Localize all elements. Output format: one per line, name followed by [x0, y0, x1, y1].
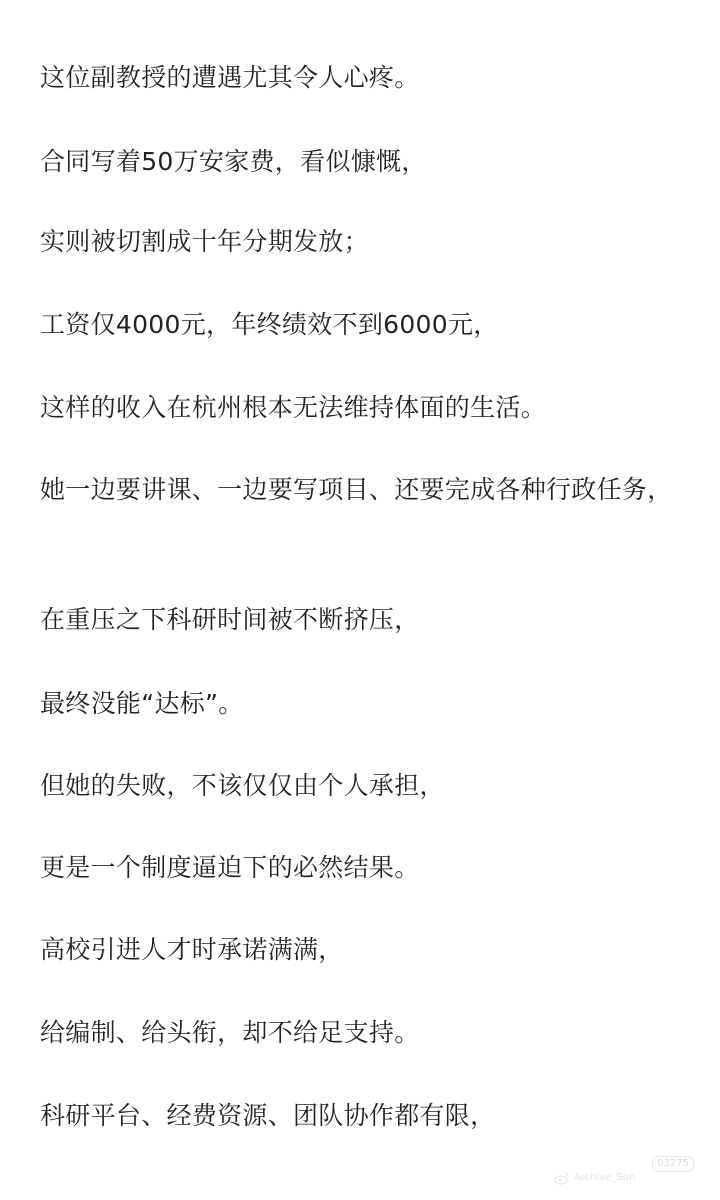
weibo-icon	[554, 1170, 570, 1186]
paragraph: 科研平台、经费资源、团队协作都有限，	[40, 1101, 496, 1130]
paragraph: 最终没能“达标”。	[40, 689, 244, 718]
paragraph: 在重压之下科研时间被不断挤压，	[40, 605, 420, 634]
watermark	[550, 1154, 710, 1194]
paragraph: 她一边要讲课、一边要写项目、还要完成各种行政任务，	[40, 475, 673, 504]
paragraph: 实则被切割成十年分期发放；	[40, 227, 369, 256]
paragraph: 工资仅4000元，年终绩效不到6000元，	[40, 310, 499, 339]
paragraph: 给编制、给头衔，却不给足支持。	[40, 1018, 420, 1047]
watermark-handle: Archive_Son	[574, 1172, 636, 1183]
paragraph: 这位副教授的遭遇尤其令人心疼。	[40, 63, 420, 92]
paragraph: 更是一个制度逼迫下的必然结果。	[40, 853, 420, 882]
paragraph: 合同写着50万安家费，看似慷慨，	[40, 147, 427, 176]
paragraph: 这样的收入在杭州根本无法维持体面的生活。	[40, 393, 547, 422]
watermark-badge: 03275	[652, 1156, 694, 1172]
paragraph: 但她的失败，不该仅仅由个人承担，	[40, 771, 445, 800]
paragraph: 高校引进人才时承诺满满，	[40, 935, 344, 964]
